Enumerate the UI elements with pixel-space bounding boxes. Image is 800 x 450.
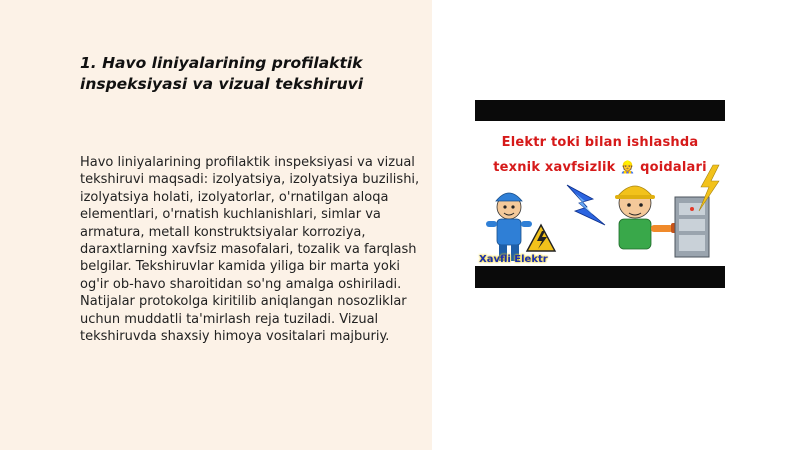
slide-title: 1. Havo liniyalarining profilaktik inspeksiyasi va vizual tekshiruvi [80,54,364,93]
worker-left-illustration [486,193,532,261]
warning-sign-icon [527,225,555,251]
thumbnail-image [475,121,725,266]
slide-body-text: Havo liniyalarining profilaktik inspeksiyasi va vizual tekshiruvi maqsadi: izolyatsiya, izolyatsiya buzilishi, izolyatsiya holati, izolyatorlar, o'rnatilgan aloqa elementlari, o'rnatish kuchlanishlari, simlar va armatura, metall konstruktsiyalar korroziya, daraxtlarning xavfsiz masofalari, tozalik va farqlash belgilar. Tekshiruvlar kamida yiliga bir marta yoki og'ir ob-havo sharoitidan so'ng amalga oshiriladi. Natijalar protokolga kiritilib aniqlangan nosozliklar uchun muddatli ta'mirlash reja tuziladi. Vizual tekshiruvda shaxsiy himoya vositalari majburiy. [80,155,420,345]
thumbnail-headline-line2 [475,160,725,175]
thumbnail-headline-line1: Elektr toki bilan ishlashda [501,135,699,150]
lightning-bolt-icon [567,185,605,225]
worker-emoji-icon: 👷 [620,160,636,174]
worker-right-illustration [615,186,681,249]
electrical-panel-illustration [675,197,709,257]
thumbnail-channel-tag: Xavfli Elektr [479,254,548,265]
thumbnail-headline-line2-end: qoidalari [640,160,707,175]
video-thumbnail [475,100,725,288]
thumbnail-headline-line2-text: texnik xavfsizlik [493,160,616,175]
